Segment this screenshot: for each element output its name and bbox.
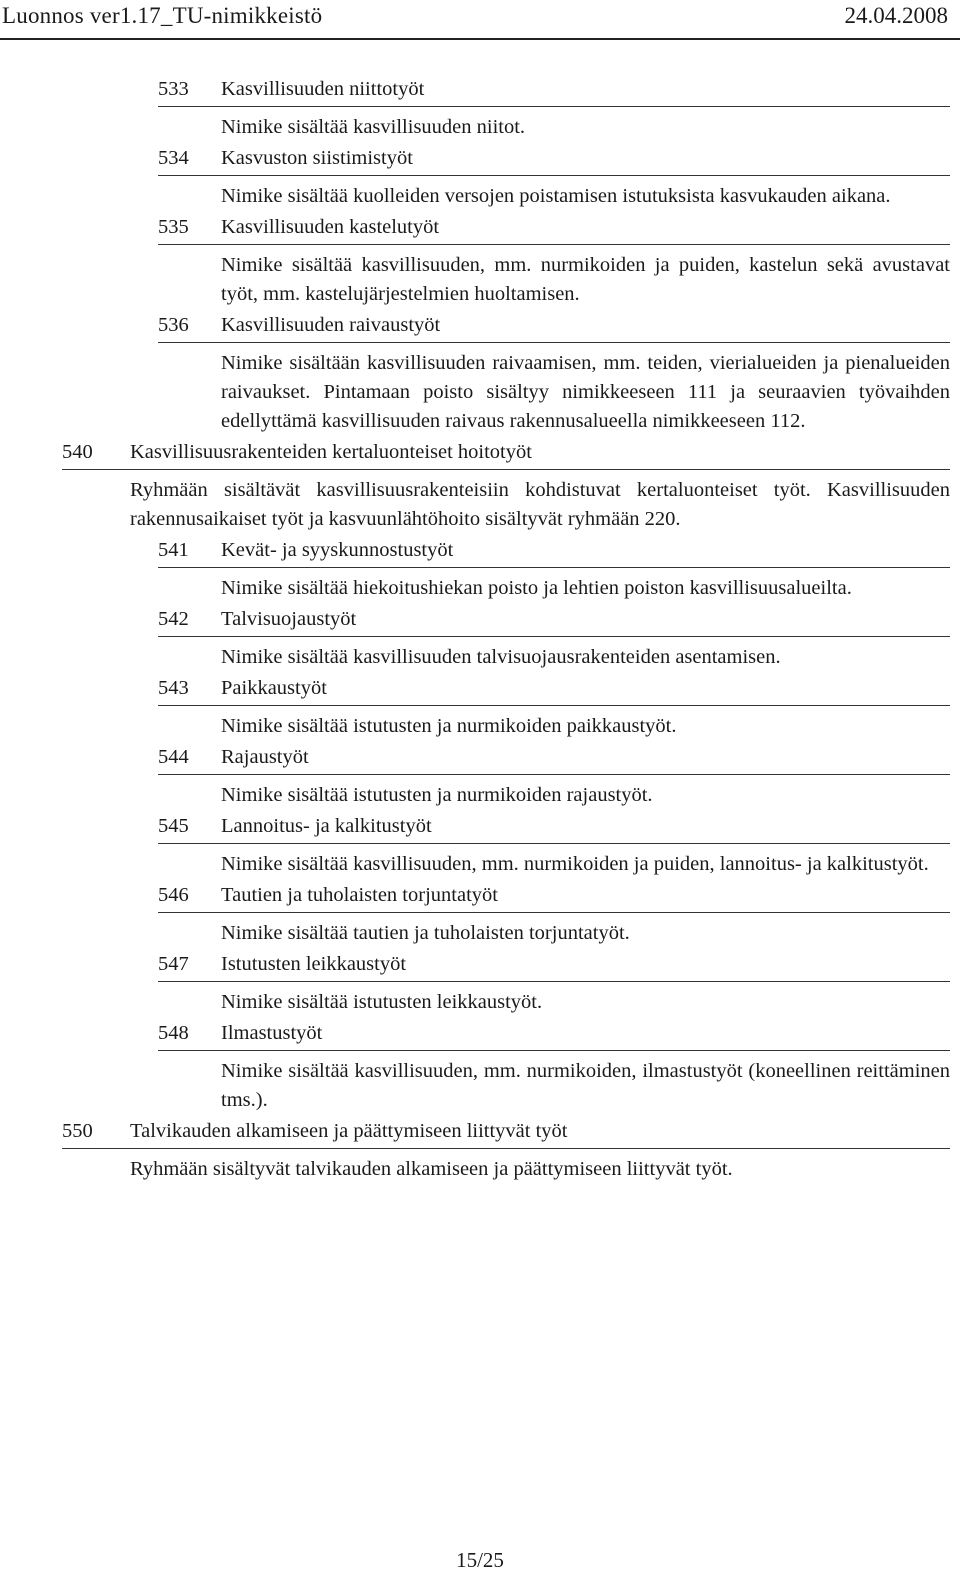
section-description: Nimike sisältää kuolleiden versojen poistamisen istutuksista kasvukauden aikana. (221, 185, 891, 207)
section-title: Kasvillisuuden niittotyöt (221, 78, 425, 100)
group-heading (62, 439, 950, 470)
group-title: Kasvillisuusrakenteiden kertaluonteiset hoitotyöt (130, 441, 532, 463)
section-heading (158, 675, 950, 706)
section-heading (158, 537, 950, 568)
group-description: Ryhmään sisältyvät talvikauden alkamiseen ja päättymiseen liittyvät työt. (130, 1158, 733, 1180)
section-heading (158, 76, 950, 107)
section-description: Nimike sisältää kasvillisuuden, mm. nurmikoiden, ilmastustyöt (koneellinen reittäminen tms.). (221, 1060, 950, 1111)
page-number: 15/25 (456, 1548, 504, 1572)
section-number: 546 (158, 884, 189, 906)
section-description: Nimike sisältää istutusten leikkaustyöt. (221, 991, 543, 1013)
section-title: Rajaustyöt (221, 746, 309, 768)
section-title: Kasvillisuuden raivaustyöt (221, 314, 441, 336)
section-number: 536 (158, 314, 189, 336)
section-title: Paikkaustyöt (221, 677, 327, 699)
section-heading (158, 744, 950, 775)
section-description: Nimike sisältään kasvillisuuden raivaamisen, mm. teiden, vierialueiden ja pienalueiden raivaukset. Pintamaan poisto sisältyy nimikkeeseen 111 ja seuraavien työvaihden edellyttämä kasvillisuuden raivaus rakennusalueella nimikkeeseen 112. (221, 352, 950, 432)
section-heading (158, 1020, 950, 1051)
section-title: Lannoitus- ja kalkitustyöt (221, 815, 432, 837)
section-number: 545 (158, 815, 189, 837)
section-description: Nimike sisältää kasvillisuuden, mm. nurmikoiden ja puiden, kastelun sekä avustavat työt, mm. kastelujärjestelmien huoltamisen. (221, 254, 950, 305)
section-title: Kasvuston siistimistyöt (221, 147, 413, 169)
page-header (0, 0, 960, 40)
section-heading (158, 813, 950, 844)
document-date: 24.04.2008 (844, 3, 948, 28)
section-number: 544 (158, 746, 189, 768)
section-description: Nimike sisältää kasvillisuuden talvisuojausrakenteiden asentamisen. (221, 646, 781, 668)
section-description: Nimike sisältää kasvillisuuden, mm. nurmikoiden ja puiden, lannoitus- ja kalkitustyöt. (221, 853, 929, 875)
section-number: 533 (158, 78, 189, 100)
section-number: 535 (158, 216, 189, 238)
document-body (0, 76, 960, 1187)
section-title: Ilmastustyöt (221, 1022, 323, 1044)
section-heading (158, 951, 950, 982)
section-title: Kevät- ja syyskunnostustyöt (221, 539, 454, 561)
section-description: Nimike sisältää tautien ja tuholaisten torjuntatyöt. (221, 922, 630, 944)
section-title: Istutusten leikkaustyöt (221, 953, 407, 975)
section-number: 541 (158, 539, 189, 561)
section-description: Nimike sisältää hiekoitushiekan poisto ja lehtien poiston kasvillisuusalueilta. (221, 577, 852, 599)
group-heading (62, 1118, 950, 1149)
section-title: Kasvillisuuden kastelutyöt (221, 216, 440, 238)
section-number: 543 (158, 677, 189, 699)
group-description: Ryhmään sisältävät kasvillisuusrakenteisiin kohdistuvat kertaluonteiset työt. Kasvillisuuden rakennusaikaiset työt ja kasvuunlähtöhoito sisältyvät ryhmään 220. (130, 479, 950, 530)
section-heading (158, 214, 950, 245)
section-description: Nimike sisältää istutusten ja nurmikoiden paikkaustyöt. (221, 715, 677, 737)
section-title: Tautien ja tuholaisten torjuntatyöt (221, 884, 498, 906)
group-number: 540 (62, 441, 93, 463)
section-description: Nimike sisältää istutusten ja nurmikoiden rajaustyöt. (221, 784, 653, 806)
section-number: 542 (158, 608, 189, 630)
section-heading (158, 145, 950, 176)
section-heading (158, 882, 950, 913)
section-title: Talvisuojaustyöt (221, 608, 357, 630)
section-number: 534 (158, 147, 189, 169)
document-title: Luonnos ver1.17_TU-nimikkeistö (2, 3, 323, 28)
section-number: 547 (158, 953, 189, 975)
section-description: Nimike sisältää kasvillisuuden niitot. (221, 116, 526, 138)
section-heading (158, 606, 950, 637)
section-heading (158, 312, 950, 343)
section-number: 548 (158, 1022, 189, 1044)
group-title: Talvikauden alkamiseen ja päättymiseen liittyvät työt (130, 1120, 568, 1142)
group-number: 550 (62, 1120, 93, 1142)
